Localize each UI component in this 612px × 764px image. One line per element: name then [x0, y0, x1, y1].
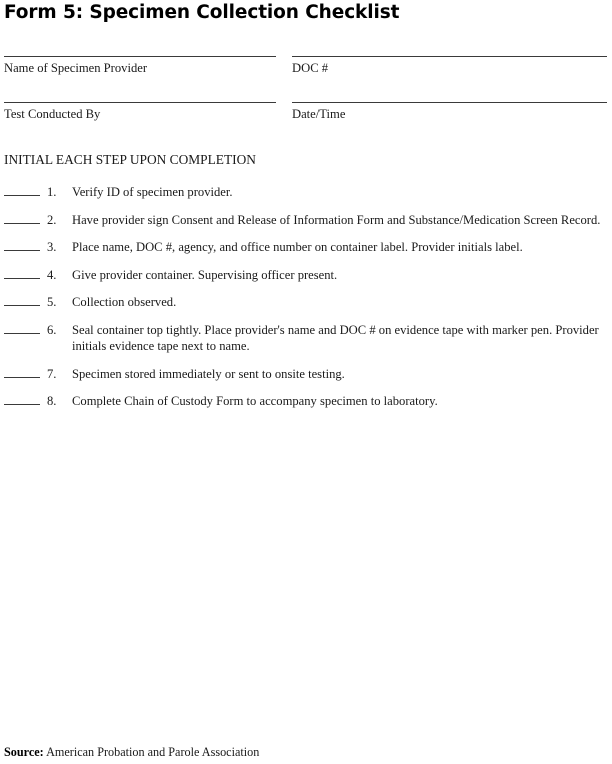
checklist-item-text: Verify ID of specimen provider. [72, 185, 233, 199]
checklist-heading: INITIAL EACH STEP UPON COMPLETION [4, 152, 256, 167]
checklist-item-number: 2. [47, 212, 57, 227]
form-field-row-1 [4, 56, 607, 77]
field-label: Date/Time [292, 107, 346, 121]
initial-blank-line[interactable] [4, 305, 40, 306]
checklist-item-text: Complete Chain of Custody Form to accompany specimen to laboratory. [72, 394, 438, 408]
field-doc-number[interactable] [292, 56, 607, 77]
checklist-item-number: 3. [47, 240, 57, 254]
page-title: Form 5: Specimen Collection Checklist [4, 2, 400, 23]
initial-blank-line[interactable] [4, 404, 40, 405]
checklist-item-number: 7. [47, 366, 57, 381]
source-text: American Probation and Parole Association [46, 745, 260, 759]
field-test-conducted-by[interactable] [4, 102, 276, 123]
checklist-item-number: 6. [47, 322, 57, 337]
initial-blank-line[interactable] [4, 377, 40, 378]
field-date-time[interactable] [292, 102, 607, 123]
initial-blank-line[interactable] [4, 195, 40, 196]
checklist-item-number: 1. [47, 185, 57, 199]
checklist-item-number: 8. [47, 394, 57, 408]
checklist-item [4, 267, 602, 284]
form-field-row-2 [4, 102, 607, 123]
field-name-of-specimen-provider[interactable] [4, 56, 276, 77]
checklist [4, 184, 602, 410]
checklist-item [4, 184, 602, 201]
checklist-item-text: Give provider container. Supervising officer present. [72, 267, 338, 282]
checklist-item-text: Place name, DOC #, agency, and office number on container label. Provider initials label. [72, 240, 523, 254]
checklist-item-text: Specimen stored immediately or sent to onsite testing. [72, 366, 345, 381]
checklist-item [4, 322, 602, 355]
initial-blank-line[interactable] [4, 250, 40, 251]
checklist-item [4, 366, 602, 383]
field-label: DOC # [292, 61, 329, 75]
checklist-item [4, 239, 602, 256]
checklist-item-text: Collection observed. [72, 295, 177, 309]
field-label: Test Conducted By [4, 107, 101, 121]
initial-blank-line[interactable] [4, 333, 40, 334]
checklist-item-text: Seal container top tightly. Place provider's name and DOC # on evidence tape with marker pen. Provider initials evidence tape next to name. [72, 322, 599, 353]
source-label: Source: [4, 745, 44, 759]
field-label: Name of Specimen Provider [4, 61, 148, 75]
checklist-item-number: 5. [47, 295, 57, 309]
initial-blank-line[interactable] [4, 223, 40, 224]
checklist-item-number: 4. [47, 267, 57, 282]
checklist-item [4, 393, 602, 410]
footer-source [4, 745, 259, 760]
initial-blank-line[interactable] [4, 278, 40, 279]
checklist-item [4, 212, 602, 229]
checklist-item [4, 294, 602, 311]
checklist-item-text: Have provider sign Consent and Release of Information Form and Substance/Medication Screen Record. [72, 212, 601, 227]
